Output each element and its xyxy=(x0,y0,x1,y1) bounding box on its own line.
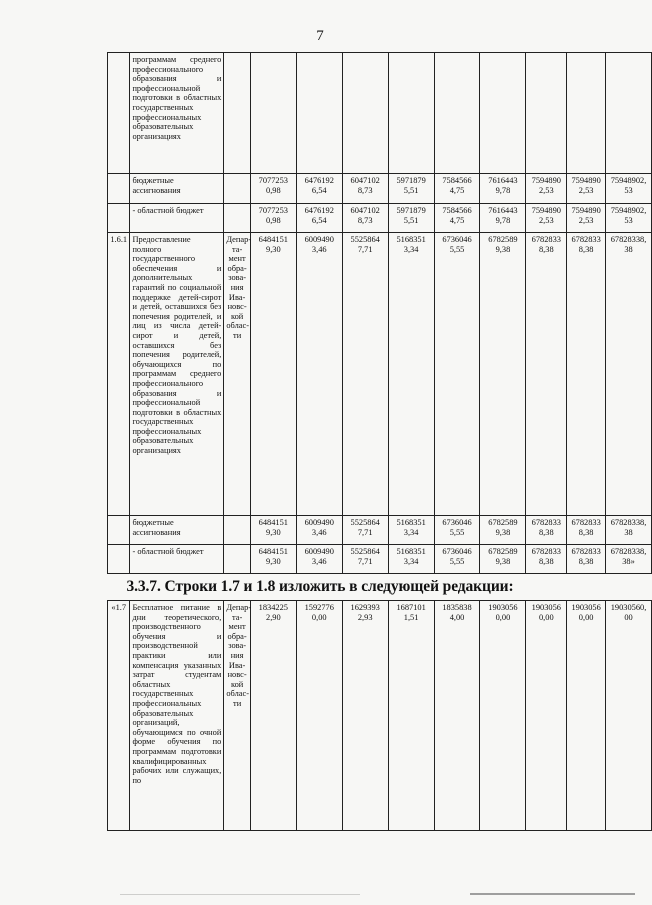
table-row-item-1-7 xyxy=(108,601,652,831)
item-number: 1.6.1 xyxy=(108,233,130,516)
value-cell: 6476192 6,54 xyxy=(296,204,342,233)
item-name: Бесплатное питание в дни теоретического, производственного обучения и производственной практики или компенсация указанных затрат студентам областных государственных профессиональных образовательных организаций, обучающимся по очной форме обучения по программам подготовки квалифицированных рабочих или служащих, по xyxy=(130,601,224,831)
table-row-regional xyxy=(108,545,652,574)
value-cell: 1903056 0,00 xyxy=(526,601,567,831)
value-cell: 6736046 5,55 xyxy=(434,516,480,545)
value-cell: 6009490 3,46 xyxy=(296,545,342,574)
number-cell xyxy=(108,545,130,574)
value-cell: 67828338, 38» xyxy=(606,545,652,574)
value-cell: 6047102 8,73 xyxy=(342,204,388,233)
table-row-continued xyxy=(108,53,652,174)
table-row-regional xyxy=(108,204,652,233)
row-label: - областной бюджет xyxy=(130,545,224,574)
table-row-budget xyxy=(108,516,652,545)
value-cell xyxy=(250,53,296,174)
value-cell: 7616443 9,78 xyxy=(480,204,526,233)
value-cell: 7584566 4,75 xyxy=(434,174,480,204)
value-cell: 7594890 2,53 xyxy=(526,204,567,233)
value-cell: 75948902, 53 xyxy=(606,204,652,233)
row-label: - областной бюджет xyxy=(130,204,224,233)
value-cell xyxy=(388,53,434,174)
value-cell: 6484151 9,30 xyxy=(250,516,296,545)
value-cell: 1835838 4,00 xyxy=(434,601,480,831)
value-cell: 6009490 3,46 xyxy=(296,233,342,516)
executor-cell xyxy=(224,174,251,204)
value-cell: 6484151 9,30 xyxy=(250,233,296,516)
value-cell: 6736046 5,55 xyxy=(434,545,480,574)
value-cell: 6782833 8,38 xyxy=(567,233,606,516)
value-cell: 5971879 5,51 xyxy=(388,204,434,233)
value-cell: 6484151 9,30 xyxy=(250,545,296,574)
value-cell xyxy=(480,53,526,174)
value-cell: 75948902, 53 xyxy=(606,174,652,204)
executor-cell xyxy=(224,204,251,233)
value-cell: 6476192 6,54 xyxy=(296,174,342,204)
item-name: программам среднего профессионального образования и профессиональной подготовки в областных государственных профессиональных образовательных организациях xyxy=(130,53,224,174)
budget-table-continued xyxy=(107,52,652,574)
value-cell: 1903056 0,00 xyxy=(480,601,526,831)
scan-artifact xyxy=(120,894,360,895)
executor-cell xyxy=(224,545,251,574)
value-cell: 6782833 8,38 xyxy=(567,516,606,545)
value-cell: 6782833 8,38 xyxy=(526,516,567,545)
scan-artifact xyxy=(470,893,635,895)
value-cell: 1834225 2,90 xyxy=(250,601,296,831)
value-cell: 1629393 2,93 xyxy=(342,601,388,831)
value-cell: 67828338, 38 xyxy=(606,233,652,516)
value-cell: 6736046 5,55 xyxy=(434,233,480,516)
number-cell xyxy=(108,174,130,204)
number-cell xyxy=(108,516,130,545)
value-cell: 6782589 9,38 xyxy=(480,545,526,574)
budget-table-new-rows xyxy=(107,600,652,831)
value-cell: 5525864 7,71 xyxy=(342,516,388,545)
value-cell: 19030560, 00 xyxy=(606,601,652,831)
value-cell: 5525864 7,71 xyxy=(342,545,388,574)
value-cell: 1592776 0,00 xyxy=(296,601,342,831)
number-cell xyxy=(108,53,130,174)
value-cell: 7616443 9,78 xyxy=(480,174,526,204)
value-cell xyxy=(567,53,606,174)
number-cell xyxy=(108,204,130,233)
page-number: 7 xyxy=(316,28,324,44)
executor-cell xyxy=(224,516,251,545)
value-cell: 6782589 9,38 xyxy=(480,233,526,516)
value-cell: 6782833 8,38 xyxy=(526,233,567,516)
value-cell xyxy=(526,53,567,174)
value-cell xyxy=(434,53,480,174)
value-cell: 1687101 1,51 xyxy=(388,601,434,831)
executor-cell xyxy=(224,53,251,174)
value-cell xyxy=(342,53,388,174)
value-cell: 7594890 2,53 xyxy=(567,204,606,233)
value-cell: 5168351 3,34 xyxy=(388,233,434,516)
table-row-item-1-6-1 xyxy=(108,233,652,516)
value-cell: 5168351 3,34 xyxy=(388,545,434,574)
item-name: Предоставление полного государственного обеспечения и дополнительных гарантий по социальной поддержке детей-сирот и детей, оставшихся без попечения родителей, и лиц из числа детей-сирот и детей, оставшихся без попечения родителей, обучающихся по программам среднего профессионального образования и профессиональной подготовки в областных государственных профессиональных образовательных организациях xyxy=(130,233,224,516)
row-label: бюджетные ассигнования xyxy=(130,516,224,545)
value-cell: 5168351 3,34 xyxy=(388,516,434,545)
value-cell: 1903056 0,00 xyxy=(567,601,606,831)
value-cell: 6782833 8,38 xyxy=(567,545,606,574)
table-row-budget xyxy=(108,174,652,204)
value-cell: 5525864 7,71 xyxy=(342,233,388,516)
item-number: «1.7 xyxy=(108,601,130,831)
value-cell: 7584566 4,75 xyxy=(434,204,480,233)
item-executor: Депар-та-мент обра-зова-ния Ива-новс-кой облас-ти xyxy=(224,601,251,831)
value-cell xyxy=(606,53,652,174)
value-cell: 6009490 3,46 xyxy=(296,516,342,545)
section-heading: 3.3.7. Строки 1.7 и 1.8 изложить в следующей редакции: xyxy=(126,578,514,595)
value-cell: 5971879 5,51 xyxy=(388,174,434,204)
row-label: бюджетные ассигнования xyxy=(130,174,224,204)
value-cell: 67828338, 38 xyxy=(606,516,652,545)
item-executor: Депар-та-мент обра-зова-ния Ива-новс-кой облас-ти xyxy=(224,233,251,516)
value-cell: 7594890 2,53 xyxy=(567,174,606,204)
value-cell: 7077253 0,98 xyxy=(250,204,296,233)
value-cell: 6782589 9,38 xyxy=(480,516,526,545)
value-cell: 6782833 8,38 xyxy=(526,545,567,574)
value-cell: 6047102 8,73 xyxy=(342,174,388,204)
value-cell: 7077253 0,98 xyxy=(250,174,296,204)
value-cell xyxy=(296,53,342,174)
value-cell: 7594890 2,53 xyxy=(526,174,567,204)
